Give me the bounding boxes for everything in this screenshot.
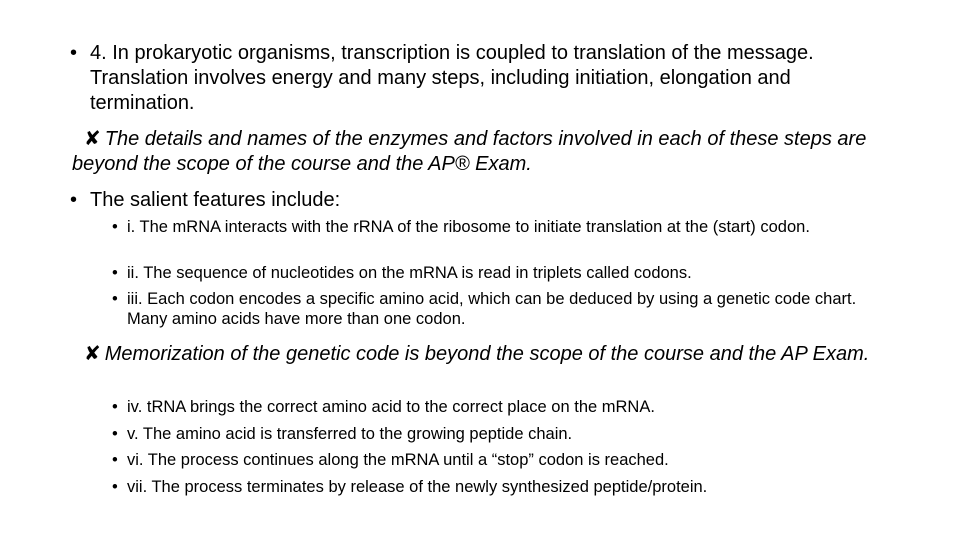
bullet-icon: •	[112, 398, 118, 416]
scope-note-2-text: Memorization of the genetic code is beyond the scope of the course and the AP Exam.	[104, 343, 870, 365]
feature-item	[112, 424, 872, 444]
bullet-icon: •	[112, 451, 118, 469]
scope-note-1	[72, 127, 902, 177]
feature-text: vi. The process continues along the mRNA until a “stop” codon is reached.	[127, 451, 669, 469]
feature-text: vii. The process terminates by release of the newly synthesized peptide/protein.	[127, 478, 708, 496]
feature-text: v. The amino acid is transferred to the growing peptide chain.	[127, 425, 573, 443]
bullet-icon: •	[112, 425, 118, 443]
bullet-icon: •	[112, 264, 118, 282]
salient-features-text: The salient features include:	[90, 189, 341, 211]
cross-mark-icon: ✘	[84, 128, 101, 150]
point-4-text: 4. In prokaryotic organisms, transcription is coupled to translation of the message. Translation involves energy and many steps, including initiation, elongation and termination.	[90, 42, 814, 114]
feature-text: i. The mRNA interacts with the rRNA of the ribosome to initiate translation at the (start) codon.	[127, 218, 810, 236]
feature-item	[112, 217, 872, 237]
salient-features-heading	[70, 188, 890, 213]
feature-text: ii. The sequence of nucleotides on the mRNA is read in triplets called codons.	[127, 264, 692, 282]
bullet-icon: •	[70, 189, 78, 211]
bullet-icon: •	[112, 290, 118, 308]
feature-item	[112, 397, 872, 417]
feature-item	[112, 477, 872, 497]
feature-item	[112, 450, 872, 470]
cross-mark-icon: ✘	[84, 343, 101, 365]
bullet-icon: •	[112, 218, 118, 236]
scope-note-1-text: The details and names of the enzymes and factors involved in each of these steps are beyond the scope of the course and the AP® Exam.	[72, 128, 867, 175]
feature-item	[112, 289, 872, 329]
feature-text: iii. Each codon encodes a specific amino acid, which can be deduced by using a genetic code chart. Many amino acids have more than one codon.	[127, 290, 857, 328]
feature-text: iv. tRNA brings the correct amino acid to the correct place on the mRNA.	[127, 398, 655, 416]
bullet-icon: •	[70, 42, 78, 64]
feature-item	[112, 263, 872, 283]
scope-note-2	[72, 342, 902, 367]
bullet-icon: •	[112, 478, 118, 496]
point-4	[70, 41, 890, 116]
